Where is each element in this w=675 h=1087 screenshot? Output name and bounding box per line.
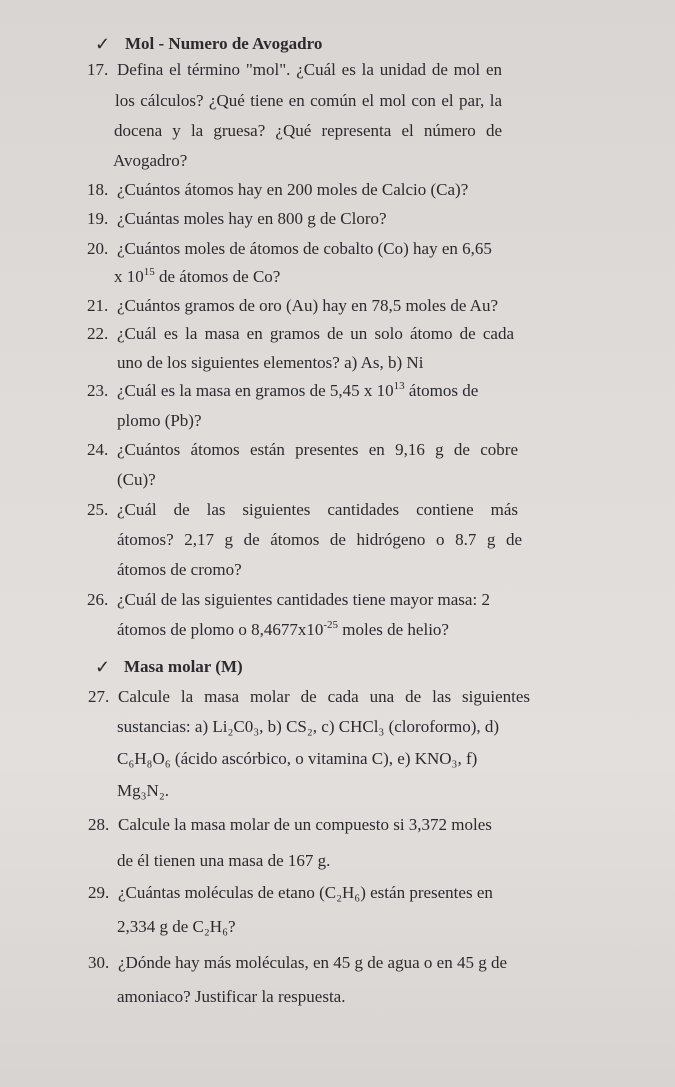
question-text: Avogadro? — [113, 151, 188, 170]
section-title: Mol - Numero de Avogadro — [125, 34, 323, 53]
question-number: 23. — [87, 381, 109, 400]
question-number: 20. — [87, 239, 109, 258]
question-number: 29. — [88, 883, 110, 902]
question-number: 17. — [87, 60, 109, 79]
question-text: átomos de plomo o $8,4677x10^{-25}$ moles de helio? — [117, 619, 449, 639]
question-text: Defina el término "mol". ¿Cuál es la unidad de mol en — [117, 60, 502, 79]
question-number: 30. — [88, 953, 110, 972]
question-text: ¿Cuál es la masa en gramos de un solo átomo de cada — [117, 324, 514, 343]
question-text: 2,334 g de C₂H₆? — [117, 917, 236, 936]
question-text: ¿Cuántas moles hay en 800 g de Cloro? — [117, 209, 387, 228]
section-title: Masa molar (M) — [124, 657, 243, 676]
question-text: ¿Cuántas moléculas de etano (C₂H₆) están presentes en — [118, 883, 493, 902]
question-number: 24. — [87, 440, 109, 459]
question-text: uno de los siguientes elementos? a) As, b) Ni — [117, 353, 424, 372]
question-text: ¿Cuál es la masa en gramos de 5,45 x $10^{13}$ átomos de — [117, 380, 479, 400]
question-number: 28. — [88, 815, 110, 834]
question-text: C₆H₈O₆ (ácido ascórbico, o vitamina C), e) KNO₃, f) — [117, 749, 478, 768]
checkmark-icon: ✓ — [95, 657, 111, 677]
question-number: 22. — [87, 324, 109, 343]
question-number: 26. — [87, 590, 109, 609]
question-text: Calcule la masa molar de cada una de las siguientes — [118, 687, 530, 706]
question-text: (Cu)? — [117, 470, 156, 489]
question-number: 18. — [87, 180, 109, 199]
question-text: ¿Cuántos átomos hay en 200 moles de Calcio (Ca)? — [117, 180, 469, 199]
question-number: 19. — [87, 209, 109, 228]
question-number: 25. — [87, 500, 109, 519]
question-number: 27. — [88, 687, 110, 706]
question-number: 21. — [87, 296, 109, 315]
question-text: ¿Cuántos átomos están presentes en 9,16 g de cobre — [117, 440, 518, 459]
question-text: ¿Dónde hay más moléculas, en 45 g de agua o en 45 g de — [118, 953, 507, 972]
question-text: átomos? 2,17 g de átomos de hidrógeno o 8.7 g de — [117, 530, 522, 549]
question-text: ¿Cuántos moles de átomos de cobalto (Co) hay en 6,65 — [117, 239, 492, 258]
question-text: ¿Cuál de las siguientes cantidades tiene mayor masa: 2 — [117, 590, 490, 609]
question-text: ¿Cuál de las siguientes cantidades contiene más — [117, 500, 518, 519]
question-text: ¿Cuántos gramos de oro (Au) hay en 78,5 moles de Au? — [117, 296, 498, 315]
question-text: x $10^{15}$ de átomos de Co? — [114, 266, 281, 286]
checkmark-icon: ✓ — [95, 34, 111, 54]
question-text: amoniaco? Justificar la respuesta. — [117, 987, 346, 1006]
question-text: de él tienen una masa de 167 g. — [117, 851, 331, 870]
question-text: Mg₃N₂. — [117, 781, 169, 800]
question-text: sustancias: a) Li₂C0₃, b) CS₂, c) CHCl₃ (cloroformo), d) — [117, 717, 500, 736]
question-text: plomo (Pb)? — [117, 411, 202, 430]
question-text: Calcule la masa molar de un compuesto si 3,372 moles — [118, 815, 492, 834]
question-text: docena y la gruesa? ¿Qué representa el número de — [114, 121, 502, 140]
question-text: átomos de cromo? — [117, 560, 242, 579]
question-text: los cálculos? ¿Qué tiene en común el mol con el par, la — [115, 91, 502, 110]
